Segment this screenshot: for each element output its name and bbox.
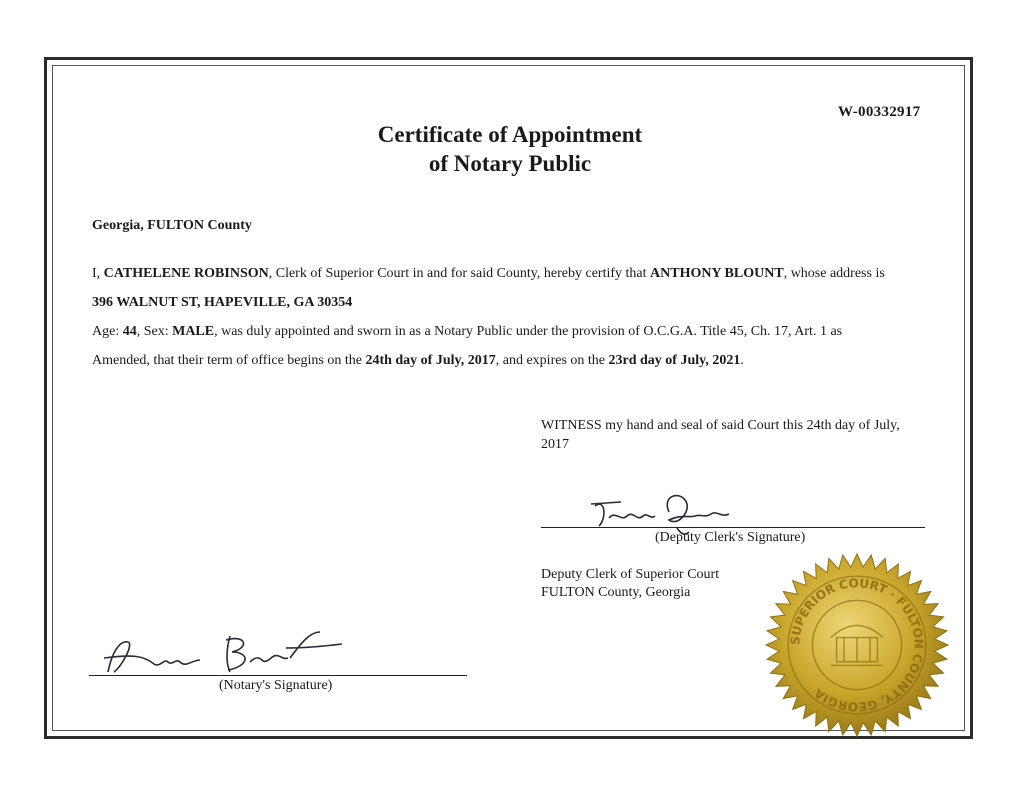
notary-address: 396 WALNUT ST, HAPEVILLE, GA 30354 (92, 295, 353, 310)
certificate-number: W-00332917 (838, 104, 921, 120)
sex-value: MALE (172, 324, 215, 339)
deputy-signature-caption: (Deputy Clerk's Signature) (655, 530, 806, 545)
notary-signature (100, 628, 350, 678)
text-fragment: , was duly appointed and sworn in as a Notary Public under the provision of O.C.G.A. Title 45, Ch. 17, Art. 1 as (214, 324, 843, 339)
jurisdiction: Georgia, FULTON County (92, 218, 252, 233)
svg-text:SUPERIOR COURT · FULTON COUNTY: SUPERIOR COURT · FULTON COUNTY, GEORGIA (788, 576, 926, 714)
text-fragment: I, (92, 266, 104, 281)
deputy-clerk-title: Deputy Clerk of Superior Court (541, 567, 720, 582)
age-value: 44 (122, 324, 137, 339)
text-fragment: . (740, 353, 744, 368)
text-fragment: Amended, that their term of office begins on the (92, 353, 366, 368)
notary-name: ANTHONY BLOUNT (650, 266, 784, 281)
term-start-date: 24th day of July, 2017 (365, 353, 496, 368)
deputy-clerk-county: FULTON County, Georgia (541, 585, 691, 600)
certificate-title-line2: of Notary Public (428, 151, 592, 176)
notary-signature-line (89, 675, 467, 676)
deputy-signature-line (541, 527, 925, 528)
clerk-name: CATHELENE ROBINSON (103, 266, 269, 281)
certification-line-4 (92, 353, 744, 369)
text-fragment: , whose address is (783, 266, 885, 281)
certificate-title-line1: Certificate of Appointment (377, 122, 643, 147)
notary-signature-caption: (Notary's Signature) (219, 678, 333, 693)
text-fragment: , and expires on the (495, 353, 609, 368)
sex-label: , Sex: (136, 324, 173, 339)
certification-line-3 (92, 324, 842, 340)
deputy-clerk-block (541, 566, 719, 602)
age-label: Age: (92, 324, 123, 339)
certification-line-1 (92, 266, 885, 282)
term-end-date: 23rd day of July, 2021 (608, 353, 741, 368)
text-fragment: , Clerk of Superior Court in and for said County, hereby certify that (268, 266, 651, 281)
witness-statement: WITNESS my hand and seal of said Court this 24th day of July, 2017 (541, 418, 900, 452)
superior-court-gold-seal (764, 552, 950, 738)
